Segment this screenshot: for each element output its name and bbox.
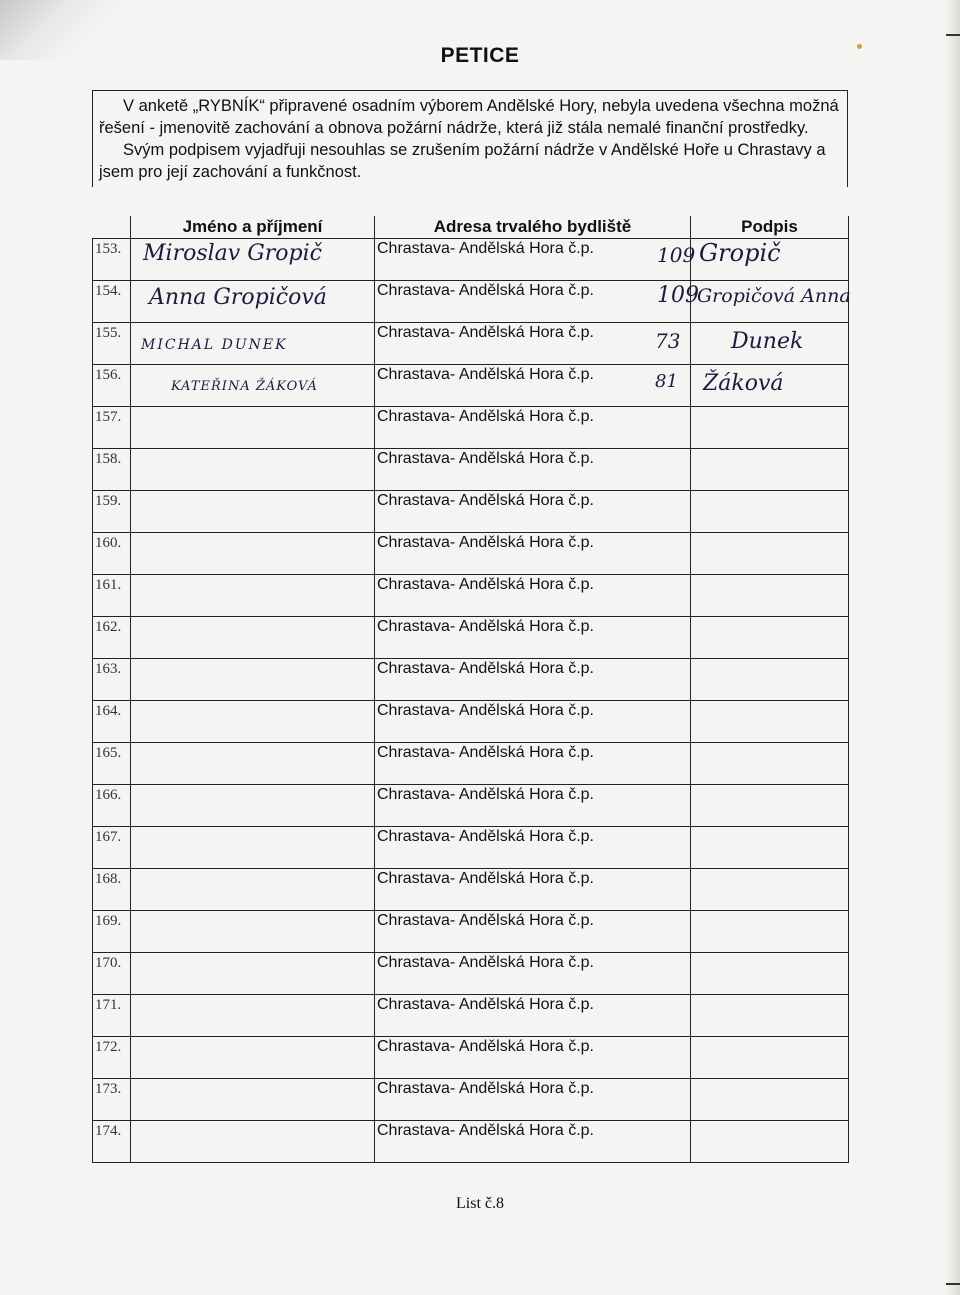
table-row (93, 1079, 849, 1121)
signature-cell (691, 617, 849, 659)
row-number-cell (93, 617, 131, 659)
signature-cell (691, 659, 849, 701)
address-text: Chrastava- Andělská Hora č.p. (377, 282, 594, 299)
row-number: 167. (95, 829, 122, 845)
handwritten-signature: Gropičová Anna (697, 285, 851, 307)
handwritten-signature: Dunek (731, 329, 804, 354)
table-row (93, 1121, 849, 1163)
address-cell (375, 239, 696, 281)
row-number: 159. (95, 493, 122, 509)
row-number: 174. (95, 1123, 122, 1139)
table-row (93, 827, 849, 869)
address-cell (375, 281, 699, 323)
signature-cell (691, 575, 849, 617)
row-number: 153. (95, 241, 122, 257)
signature-cell (691, 323, 849, 365)
row-number-cell (93, 281, 131, 323)
handwritten-house-number: 73 (655, 329, 681, 353)
table-row (93, 617, 849, 659)
handwritten-name: Miroslav Gropič (143, 241, 322, 266)
signature-cell (691, 911, 849, 953)
address-cell (375, 407, 691, 449)
signature-cell (691, 827, 849, 869)
address-cell (375, 1121, 691, 1163)
address-cell (375, 785, 691, 827)
name-cell (131, 1079, 375, 1121)
address-cell (375, 449, 691, 491)
name-cell (131, 827, 375, 869)
table-row (93, 1037, 849, 1079)
page-footer: List č.8 (456, 1195, 504, 1212)
name-cell (131, 743, 375, 785)
row-number-cell (93, 785, 131, 827)
scan-edge-mark (946, 1283, 960, 1285)
table-row (93, 533, 849, 575)
table-row (93, 365, 849, 407)
handwritten-house-number: 109 (657, 243, 696, 267)
name-cell (131, 701, 375, 743)
row-number: 161. (95, 577, 122, 593)
row-number-cell (93, 323, 131, 365)
signature-cell (691, 533, 849, 575)
address-cell (375, 491, 691, 533)
row-number-cell (93, 1121, 131, 1163)
signature-cell (691, 785, 849, 827)
row-number: 170. (95, 955, 122, 971)
name-cell (131, 659, 375, 701)
table-row (93, 407, 849, 449)
row-number-cell (93, 701, 131, 743)
table-header-row (93, 216, 849, 239)
address-text: Chrastava- Andělská Hora č.p. (377, 534, 594, 551)
table-row (93, 701, 849, 743)
row-number: 173. (95, 1081, 122, 1097)
signature-cell (691, 701, 849, 743)
signature-cell (691, 449, 849, 491)
header-num (93, 216, 131, 239)
signature-cell (691, 1079, 849, 1121)
row-number: 165. (95, 745, 122, 761)
row-number-cell (93, 533, 131, 575)
header-address: Adresa trvalého bydliště (375, 216, 691, 239)
name-cell (131, 911, 375, 953)
address-cell (375, 575, 691, 617)
address-cell (375, 617, 691, 659)
address-cell (375, 827, 691, 869)
address-text: Chrastava- Andělská Hora č.p. (377, 660, 594, 677)
scan-edge-mark (946, 34, 960, 36)
name-cell (131, 449, 375, 491)
row-number: 171. (95, 997, 122, 1013)
address-text: Chrastava- Andělská Hora č.p. (377, 870, 594, 887)
handwritten-house-number: 81 (655, 371, 678, 392)
intro-paragraph-2: Svým podpisem vyjadřuji nesouhlas se zrušením požární nádrže v Andělské Hoře u Chrastavy a jsem pro její zachování a funkčnost. (99, 141, 826, 181)
row-number-cell (93, 575, 131, 617)
row-number-cell (93, 1079, 131, 1121)
row-number-cell (93, 827, 131, 869)
row-number: 160. (95, 535, 122, 551)
address-text: Chrastava- Andělská Hora č.p. (377, 996, 594, 1013)
address-cell (375, 995, 691, 1037)
header-name: Jméno a příjmení (131, 216, 375, 239)
table-row (93, 323, 849, 365)
address-text: Chrastava- Andělská Hora č.p. (377, 366, 594, 383)
name-cell (131, 1037, 375, 1079)
name-cell (131, 281, 375, 323)
address-text: Chrastava- Andělská Hora č.p. (377, 324, 594, 341)
address-text: Chrastava- Andělská Hora č.p. (377, 828, 594, 845)
address-cell (375, 911, 691, 953)
row-number-cell (93, 365, 131, 407)
name-cell (131, 323, 375, 365)
table-row (93, 575, 849, 617)
address-text: Chrastava- Andělská Hora č.p. (377, 450, 594, 467)
row-number: 154. (95, 283, 122, 299)
handwritten-name: Anna Gropičová (149, 285, 327, 310)
signature-cell (691, 239, 849, 281)
row-number: 164. (95, 703, 122, 719)
row-number: 156. (95, 367, 122, 383)
row-number: 169. (95, 913, 122, 929)
address-text: Chrastava- Andělská Hora č.p. (377, 240, 594, 257)
row-number-cell (93, 869, 131, 911)
address-text: Chrastava- Andělská Hora č.p. (377, 912, 594, 929)
address-text: Chrastava- Andělská Hora č.p. (377, 492, 594, 509)
name-cell (131, 365, 375, 407)
address-cell (375, 869, 691, 911)
table-row (93, 953, 849, 995)
name-cell (131, 239, 375, 281)
header-signature: Podpis (691, 216, 849, 239)
name-cell (131, 575, 375, 617)
signature-cell (691, 365, 849, 407)
address-cell (375, 701, 691, 743)
row-number-cell (93, 743, 131, 785)
row-number-cell (93, 491, 131, 533)
name-cell (131, 995, 375, 1037)
address-cell (375, 365, 691, 407)
table-row (93, 659, 849, 701)
page-title: PETICE (440, 44, 520, 67)
address-text: Chrastava- Andělská Hora č.p. (377, 702, 594, 719)
signature-cell (691, 1037, 849, 1079)
table-row (93, 281, 849, 323)
address-text: Chrastava- Andělská Hora č.p. (377, 408, 594, 425)
address-cell (375, 1079, 691, 1121)
handwritten-name: KATEŘINA ŽÁKOVÁ (171, 379, 318, 394)
address-cell (375, 533, 691, 575)
row-number-cell (93, 911, 131, 953)
name-cell (131, 869, 375, 911)
row-number-cell (93, 953, 131, 995)
signature-cell (691, 281, 849, 323)
address-cell (375, 1037, 691, 1079)
address-text: Chrastava- Andělská Hora č.p. (377, 744, 594, 761)
table-row (93, 491, 849, 533)
table-row (93, 869, 849, 911)
address-text: Chrastava- Andělská Hora č.p. (377, 618, 594, 635)
name-cell (131, 407, 375, 449)
address-text: Chrastava- Andělská Hora č.p. (377, 1122, 594, 1139)
intro-box (92, 90, 848, 187)
signature-cell (691, 995, 849, 1037)
scan-edge-shadow (946, 0, 960, 1295)
address-cell (375, 953, 691, 995)
address-text: Chrastava- Andělská Hora č.p. (377, 1038, 594, 1055)
table-row (93, 995, 849, 1037)
row-number-cell (93, 449, 131, 491)
row-number: 163. (95, 661, 122, 677)
address-cell (375, 323, 691, 365)
address-text: Chrastava- Andělská Hora č.p. (377, 786, 594, 803)
row-number: 166. (95, 787, 122, 803)
row-number-cell (93, 995, 131, 1037)
address-text: Chrastava- Andělská Hora č.p. (377, 954, 594, 971)
signature-table (92, 216, 849, 1163)
table-row (93, 449, 849, 491)
address-text: Chrastava- Andělská Hora č.p. (377, 1080, 594, 1097)
signature-cell (691, 407, 849, 449)
address-text: Chrastava- Andělská Hora č.p. (377, 576, 594, 593)
signature-cell (691, 743, 849, 785)
handwritten-signature: Žáková (703, 371, 784, 396)
signature-cell (691, 1121, 849, 1163)
table-row (93, 743, 849, 785)
name-cell (131, 1121, 375, 1163)
table-row (93, 785, 849, 827)
address-cell (375, 659, 691, 701)
row-number-cell (93, 407, 131, 449)
table-row (93, 239, 849, 281)
row-number: 158. (95, 451, 122, 467)
name-cell (131, 953, 375, 995)
address-cell (375, 743, 691, 785)
row-number: 155. (95, 325, 122, 341)
row-number-cell (93, 659, 131, 701)
table-row (93, 911, 849, 953)
intro-paragraph-1: V anketě „RYBNÍK“ připravené osadním výborem Andělské Hory, nebyla uvedena všechna možná řešení - jmenovitě zachování a obnova požární nádrže, která již stála nemalé finanční prostředky. (99, 97, 839, 137)
name-cell (131, 785, 375, 827)
name-cell (131, 617, 375, 659)
signature-cell (691, 869, 849, 911)
row-number-cell (93, 239, 131, 281)
row-number-cell (93, 1037, 131, 1079)
handwritten-name: MICHAL DUNEK (141, 337, 288, 353)
signature-cell (691, 491, 849, 533)
handwritten-house-number: 109 (657, 283, 699, 308)
signature-cell (691, 953, 849, 995)
name-cell (131, 533, 375, 575)
row-number: 168. (95, 871, 122, 887)
row-number: 157. (95, 409, 122, 425)
handwritten-signature: Gropič (699, 239, 781, 267)
name-cell (131, 491, 375, 533)
row-number: 162. (95, 619, 122, 635)
row-number: 172. (95, 1039, 122, 1055)
